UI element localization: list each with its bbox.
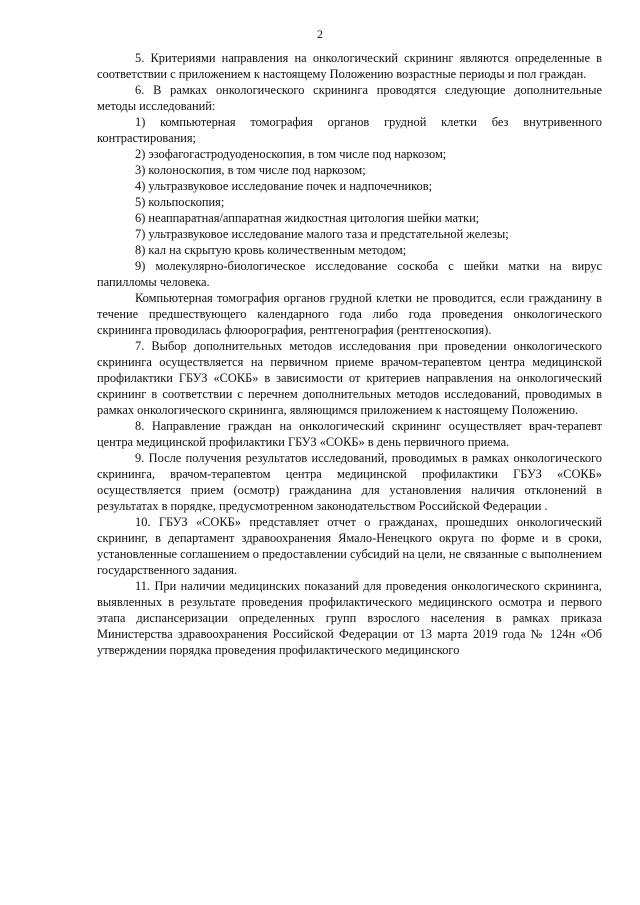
list-item-hpv-test: 9) молекулярно-биологическое исследование соскоба с шейки матки на вирус папилломы человека. xyxy=(97,259,602,289)
list-item-egds: 2) эзофагогастродуоденоскопия, в том числе под наркозом; xyxy=(135,147,447,161)
paragraph-ct-exception: Компьютерная томография органов грудной клетки не проводится, если гражданину в течение предшествующего календарного года либо года проведения онкологического скрининга проводилась флюорография, рентгенография (рентгеноскопия). xyxy=(97,291,602,337)
page-number: 2 xyxy=(317,27,323,41)
list-item-kidney-ultrasound: 4) ультразвуковое исследование почек и надпочечников; xyxy=(135,179,433,193)
paragraph-item-8-referral: 8. Направление граждан на онкологический скрининг осуществляет врач-терапевт центра медицинской профилактики ГБУЗ «СОКБ» в день первичного приема. xyxy=(97,419,602,449)
list-item-ct-chest: 1) компьютерная томография органов грудной клетки без внутривенного контрастирования; xyxy=(97,115,602,145)
paragraph-item-6-methods: 6. В рамках онкологического скрининга проводятся следующие дополнительные методы исследований: xyxy=(97,83,602,113)
document-body xyxy=(97,50,602,658)
paragraph-item-5-criteria: 5. Критериями направления на онкологический скрининг являются определенные в соответствии с приложением к настоящему Положению возрастные периоды и пол граждан. xyxy=(97,51,602,81)
paragraph-item-7-selection: 7. Выбор дополнительных методов исследования при проведении онкологического скрининга осуществляется на первичном приеме врачом-терапевтом центра медицинской профилактики ГБУЗ «СОКБ» в зависимости от критериев направления на онкологический скрининг в соответствии с перечнем дополнительных методов исследований, проводимых в рамках онкологического скрининга, являющимся приложением к настоящему Положению. xyxy=(97,339,602,417)
paragraph-item-10-report: 10. ГБУЗ «СОКБ» представляет отчет о гражданах, прошедших онкологический скрининг, в департамент здравоохранения Ямало-Ненецкого округа по форме и в сроки, установленные соглашением о предоставлении субсидий на цели, не связанные с выполнением государственного задания. xyxy=(97,515,602,577)
list-item-colonoscopy: 3) колоноскопия, в том числе под наркозом; xyxy=(135,163,366,177)
paragraph-item-11-indications: 11. При наличии медицинских показаний для проведения онкологического скрининга, выявленных в результате проведения профилактического медицинского осмотра и первого этапа диспансеризации определенных групп взрослого населения в рамках приказа Министерства здравоохранения Российской Федерации от 13 марта 2019 года № 124н «Об утверждении порядка проведения профилактического медицинского xyxy=(97,579,602,657)
list-item-colposcopy: 5) кольпоскопия; xyxy=(135,195,225,209)
list-item-cytology: 6) неаппаратная/аппаратная жидкостная цитология шейки матки; xyxy=(135,211,480,225)
paragraph-item-9-results: 9. После получения результатов исследований, проводимых в рамках онкологического скрининга, врачом-терапевтом центра медицинской профилактики ГБУЗ «СОКБ» осуществляется прием (осмотр) гражданина для установления наличия отклонений в результатах в порядке, предусмотренном законодательством Российской Федерации . xyxy=(97,451,602,513)
list-item-pelvic-ultrasound: 7) ультразвуковое исследование малого таза и предстательной железы; xyxy=(135,227,509,241)
list-item-occult-blood: 8) кал на скрытую кровь количественным методом; xyxy=(135,243,407,257)
